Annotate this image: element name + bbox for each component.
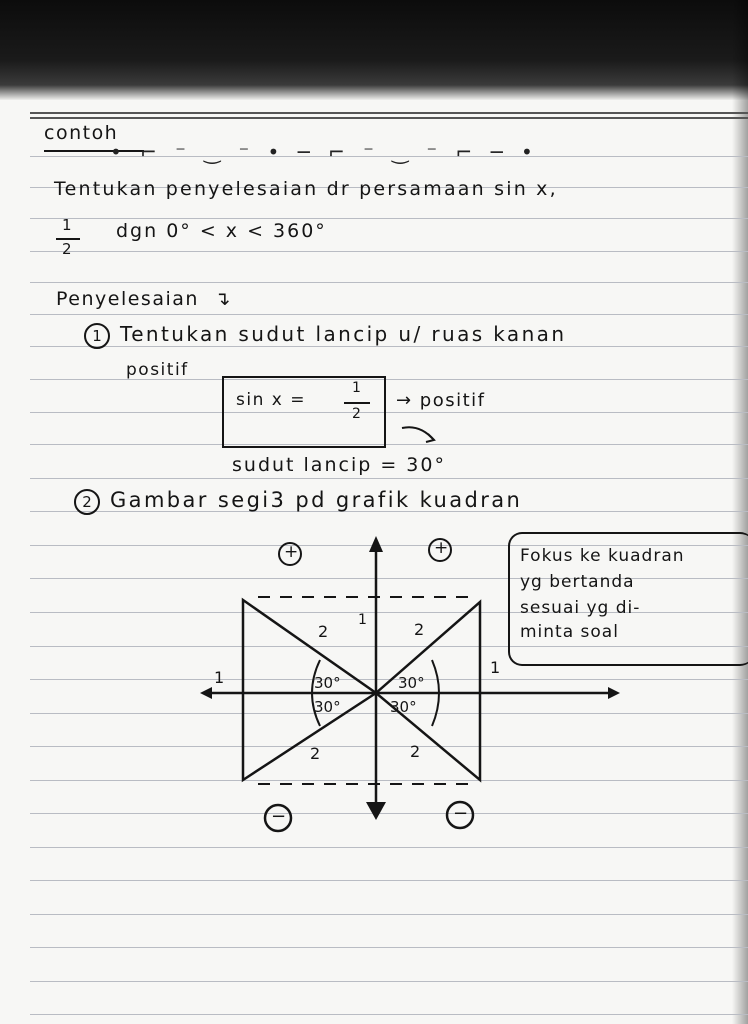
solution-label: Penyelesaian [56,288,199,310]
angle-q2-label: 30° [314,674,341,692]
equation-left: sin x = [236,390,306,410]
sign-q3-label: − [271,806,287,827]
sign-q2-label: + [284,542,299,562]
opposite-q1-label: 1 [490,658,502,677]
hypotenuse-q2-label: 2 [318,622,330,641]
hypotenuse-q1-label: 2 [414,620,426,639]
equation-numerator: 1 [352,380,363,396]
angle-q4-label: 30° [390,698,417,716]
sign-q1-label: + [434,538,449,558]
angle-q1-label: 30° [398,674,425,692]
step-1-number: 1 [84,323,110,349]
step-1-text-cont: positif [126,360,189,380]
note-line-2: yg bertanda [520,572,635,592]
opposite-q2-label: 1 [214,668,226,687]
y-axis-down-arrow-icon [366,802,386,820]
question-fraction-numerator: 1 [62,216,74,234]
y-axis-tick-label: 1 [358,612,369,628]
note-line-3: sesuai yg di- [520,598,641,618]
note-line-1: Fokus ke kuadran [520,546,685,566]
question-fraction-denominator: 2 [62,240,74,258]
triangle-right [376,602,480,780]
question-line-1: Tentukan penyelesaian dr persamaan sin x, [54,178,558,200]
positive-note: → positif [396,390,486,411]
step-2-number: 2 [74,489,100,515]
step-1-result: sudut lancip = 30° [232,454,446,476]
sign-q4-label: − [453,803,469,824]
step-1-text: Tentukan sudut lancip u/ ruas kanan [120,322,567,346]
hypotenuse-q4-label: 2 [410,742,422,761]
x-axis-right-arrow-icon [608,687,620,699]
note-line-4: minta soal [520,622,619,642]
page-title: contoh [44,122,119,144]
y-axis-up-arrow-icon [369,536,383,552]
scribble-marks: • ⌐ ⁻ ‿ ⁻ • ─ ⌐ ⁻ ‿ ⁻ ⌐ ─ • [110,140,539,164]
question-line-2: dgn 0° < x < 360° [116,220,327,242]
equation-denominator: 2 [352,406,363,422]
hypotenuse-q3-label: 2 [310,744,322,763]
solution-arrow: ↴ [214,288,232,310]
x-axis-left-arrow-icon [200,687,212,699]
step-2-text: Gambar segi3 pd grafik kuadran [110,488,523,512]
angle-q3-label: 30° [314,698,341,716]
